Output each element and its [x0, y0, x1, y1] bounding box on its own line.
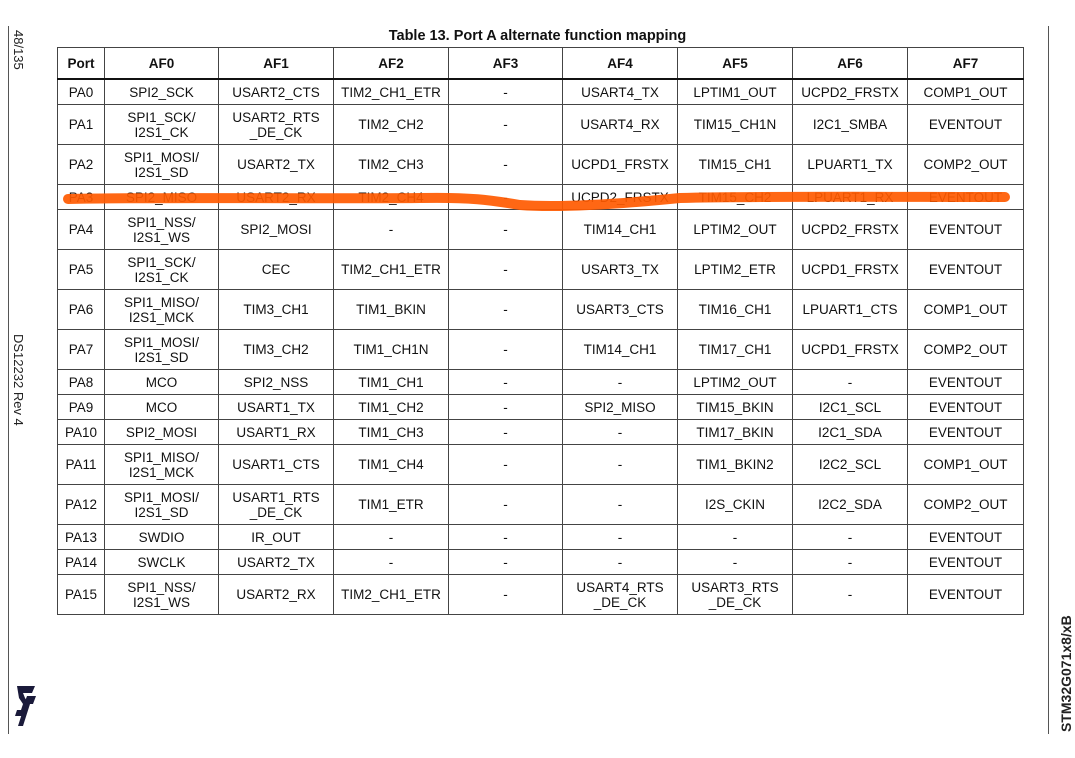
column-header-af5: AF5 — [678, 48, 793, 80]
af2-cell: - — [334, 525, 449, 550]
af7-cell: EVENTOUT — [908, 370, 1024, 395]
af0-cell: SPI1_SCK/ I2S1_CK — [105, 250, 219, 290]
af1-cell: TIM3_CH1 — [219, 290, 334, 330]
table-row-pa1 — [58, 105, 1024, 145]
af4-cell: UCPD2_FRSTX — [563, 185, 678, 210]
af6-cell: - — [793, 550, 908, 575]
port-cell: PA11 — [58, 445, 105, 485]
af6-cell: I2C2_SDA — [793, 485, 908, 525]
af4-cell: USART3_TX — [563, 250, 678, 290]
af4-cell: USART4_TX — [563, 79, 678, 105]
af1-cell: SPI2_MOSI — [219, 210, 334, 250]
af5-cell: LPTIM2_OUT — [678, 210, 793, 250]
af0-cell: SPI2_MOSI — [105, 420, 219, 445]
af7-cell: COMP1_OUT — [908, 290, 1024, 330]
af4-cell: - — [563, 445, 678, 485]
af3-cell: - — [449, 525, 563, 550]
af4-cell: - — [563, 485, 678, 525]
af4-cell: USART4_RTS _DE_CK — [563, 575, 678, 615]
table-row-pa5 — [58, 250, 1024, 290]
left-margin-rule — [8, 26, 9, 734]
af2-cell: TIM2_CH3 — [334, 145, 449, 185]
column-header-port: Port — [58, 48, 105, 80]
port-cell: PA8 — [58, 370, 105, 395]
af2-cell: TIM1_CH1N — [334, 330, 449, 370]
af2-cell: - — [334, 550, 449, 575]
right-margin-rule — [1048, 26, 1049, 734]
af3-cell: - — [449, 395, 563, 420]
af5-cell: LPTIM1_OUT — [678, 79, 793, 105]
af3-cell: - — [449, 420, 563, 445]
af5-cell: TIM15_CH1N — [678, 105, 793, 145]
af4-cell: - — [563, 550, 678, 575]
table-row-pa15 — [58, 575, 1024, 615]
af4-cell: USART3_CTS — [563, 290, 678, 330]
af7-cell: COMP1_OUT — [908, 79, 1024, 105]
table-body — [58, 79, 1024, 615]
af2-cell: TIM1_ETR — [334, 485, 449, 525]
table-row-pa12 — [58, 485, 1024, 525]
table-row-pa7 — [58, 330, 1024, 370]
af4-cell: SPI2_MISO — [563, 395, 678, 420]
af6-cell: I2C1_SCL — [793, 395, 908, 420]
af5-cell: - — [678, 550, 793, 575]
table-row-pa0 — [58, 79, 1024, 105]
af1-cell: USART1_CTS — [219, 445, 334, 485]
af6-cell: UCPD1_FRSTX — [793, 250, 908, 290]
af7-cell: EVENTOUT — [908, 185, 1024, 210]
af5-cell: LPTIM2_ETR — [678, 250, 793, 290]
af7-cell: EVENTOUT — [908, 550, 1024, 575]
af0-cell: SPI1_MOSI/ I2S1_SD — [105, 330, 219, 370]
af3-cell: - — [449, 575, 563, 615]
af7-cell: EVENTOUT — [908, 105, 1024, 145]
table-row-pa3 — [58, 185, 1024, 210]
af2-cell: TIM1_CH2 — [334, 395, 449, 420]
af7-cell: EVENTOUT — [908, 525, 1024, 550]
af7-cell: EVENTOUT — [908, 395, 1024, 420]
af7-cell: EVENTOUT — [908, 575, 1024, 615]
af7-cell: EVENTOUT — [908, 210, 1024, 250]
af1-cell: TIM3_CH2 — [219, 330, 334, 370]
table-title: Table 13. Port A alternate function mapping — [388, 28, 687, 44]
af3-cell: - — [449, 145, 563, 185]
af4-cell: TIM14_CH1 — [563, 330, 678, 370]
af7-cell: COMP2_OUT — [908, 145, 1024, 185]
af0-cell: SPI1_MOSI/ I2S1_SD — [105, 145, 219, 185]
port-cell: PA5 — [58, 250, 105, 290]
af2-cell: - — [334, 210, 449, 250]
af5-cell: LPTIM2_OUT — [678, 370, 793, 395]
af3-cell: - — [449, 290, 563, 330]
af1-cell: USART2_CTS — [219, 79, 334, 105]
column-header-af6: AF6 — [793, 48, 908, 80]
af6-cell: I2C2_SCL — [793, 445, 908, 485]
af1-cell: CEC — [219, 250, 334, 290]
af5-cell: I2S_CKIN — [678, 485, 793, 525]
st-logo-icon — [11, 684, 37, 728]
column-header-af2: AF2 — [334, 48, 449, 80]
column-header-af7: AF7 — [908, 48, 1024, 80]
af4-cell: USART4_RX — [563, 105, 678, 145]
af5-cell: TIM1_BKIN2 — [678, 445, 793, 485]
af3-cell: - — [449, 370, 563, 395]
af3-cell: - — [449, 445, 563, 485]
document-code: DS12232 Rev 4 — [11, 334, 26, 426]
af2-cell: TIM2_CH1_ETR — [334, 79, 449, 105]
af0-cell: MCO — [105, 395, 219, 420]
table-row-pa14 — [58, 550, 1024, 575]
port-cell: PA0 — [58, 79, 105, 105]
af2-cell: TIM2_CH2 — [334, 105, 449, 145]
af5-cell: - — [678, 525, 793, 550]
af1-cell: IR_OUT — [219, 525, 334, 550]
af5-cell: TIM15_CH1 — [678, 145, 793, 185]
af1-cell: USART2_RX — [219, 575, 334, 615]
af1-cell: SPI2_NSS — [219, 370, 334, 395]
port-cell: PA2 — [58, 145, 105, 185]
af3-cell: - — [449, 210, 563, 250]
part-number: STM32G071x8/xB — [1058, 615, 1074, 732]
table-row-pa2 — [58, 145, 1024, 185]
port-cell: PA9 — [58, 395, 105, 420]
af4-cell: - — [563, 420, 678, 445]
column-header-af0: AF0 — [105, 48, 219, 80]
af3-cell: - — [449, 550, 563, 575]
af5-cell: TIM17_BKIN — [678, 420, 793, 445]
table-row-pa9 — [58, 395, 1024, 420]
port-cell: PA6 — [58, 290, 105, 330]
af5-cell: TIM16_CH1 — [678, 290, 793, 330]
column-header-af1: AF1 — [219, 48, 334, 80]
port-cell: PA10 — [58, 420, 105, 445]
af6-cell: - — [793, 575, 908, 615]
port-cell: PA3 — [58, 185, 105, 210]
af1-cell: USART1_RX — [219, 420, 334, 445]
af7-cell: COMP2_OUT — [908, 485, 1024, 525]
af4-cell: UCPD1_FRSTX — [563, 145, 678, 185]
af0-cell: SPI2_MISO — [105, 185, 219, 210]
af6-cell: I2C1_SMBA — [793, 105, 908, 145]
af0-cell: SPI1_MOSI/ I2S1_SD — [105, 485, 219, 525]
af2-cell: TIM2_CH4 — [334, 185, 449, 210]
af3-cell: - — [449, 105, 563, 145]
table-row-pa11 — [58, 445, 1024, 485]
af1-cell: USART2_RTS _DE_CK — [219, 105, 334, 145]
af0-cell: SPI1_NSS/ I2S1_WS — [105, 575, 219, 615]
af3-cell: - — [449, 250, 563, 290]
table-header-row — [58, 48, 1024, 80]
af6-cell: UCPD2_FRSTX — [793, 79, 908, 105]
af7-cell: EVENTOUT — [908, 420, 1024, 445]
af2-cell: TIM1_CH1 — [334, 370, 449, 395]
af0-cell: SPI2_SCK — [105, 79, 219, 105]
af7-cell: COMP1_OUT — [908, 445, 1024, 485]
af0-cell: SWCLK — [105, 550, 219, 575]
af0-cell: SPI1_SCK/ I2S1_CK — [105, 105, 219, 145]
af0-cell: SPI1_MISO/ I2S1_MCK — [105, 445, 219, 485]
af3-cell: - — [449, 185, 563, 210]
af2-cell: TIM2_CH1_ETR — [334, 250, 449, 290]
table-row-pa8 — [58, 370, 1024, 395]
af2-cell: TIM1_BKIN — [334, 290, 449, 330]
af0-cell: SPI1_NSS/ I2S1_WS — [105, 210, 219, 250]
af6-cell: UCPD2_FRSTX — [793, 210, 908, 250]
af1-cell: USART2_RX — [219, 185, 334, 210]
af6-cell: - — [793, 370, 908, 395]
port-cell: PA12 — [58, 485, 105, 525]
port-cell: PA14 — [58, 550, 105, 575]
af2-cell: TIM2_CH1_ETR — [334, 575, 449, 615]
af4-cell: - — [563, 525, 678, 550]
af2-cell: TIM1_CH4 — [334, 445, 449, 485]
af1-cell: USART2_TX — [219, 550, 334, 575]
column-header-af4: AF4 — [563, 48, 678, 80]
table-row-pa4 — [58, 210, 1024, 250]
table-row-pa13 — [58, 525, 1024, 550]
af6-cell: LPUART1_RX — [793, 185, 908, 210]
af1-cell: USART1_TX — [219, 395, 334, 420]
af0-cell: MCO — [105, 370, 219, 395]
af0-cell: SWDIO — [105, 525, 219, 550]
port-cell: PA13 — [58, 525, 105, 550]
alternate-function-table — [57, 47, 1024, 615]
af7-cell: EVENTOUT — [908, 250, 1024, 290]
af7-cell: COMP2_OUT — [908, 330, 1024, 370]
af6-cell: UCPD1_FRSTX — [793, 330, 908, 370]
af6-cell: I2C1_SDA — [793, 420, 908, 445]
port-cell: PA15 — [58, 575, 105, 615]
port-cell: PA7 — [58, 330, 105, 370]
af5-cell: TIM17_CH1 — [678, 330, 793, 370]
port-cell: PA1 — [58, 105, 105, 145]
af3-cell: - — [449, 485, 563, 525]
page-number: 48/135 — [11, 30, 26, 70]
af6-cell: LPUART1_TX — [793, 145, 908, 185]
af1-cell: USART1_RTS _DE_CK — [219, 485, 334, 525]
af2-cell: TIM1_CH3 — [334, 420, 449, 445]
table-row-pa10 — [58, 420, 1024, 445]
af5-cell: TIM15_BKIN — [678, 395, 793, 420]
af4-cell: TIM14_CH1 — [563, 210, 678, 250]
af5-cell: USART3_RTS _DE_CK — [678, 575, 793, 615]
af1-cell: USART2_TX — [219, 145, 334, 185]
af6-cell: - — [793, 525, 908, 550]
column-header-af3: AF3 — [449, 48, 563, 80]
af3-cell: - — [449, 79, 563, 105]
af4-cell: - — [563, 370, 678, 395]
af0-cell: SPI1_MISO/ I2S1_MCK — [105, 290, 219, 330]
af3-cell: - — [449, 330, 563, 370]
port-cell: PA4 — [58, 210, 105, 250]
table-row-pa6 — [58, 290, 1024, 330]
af5-cell: TIM15_CH2 — [678, 185, 793, 210]
af6-cell: LPUART1_CTS — [793, 290, 908, 330]
